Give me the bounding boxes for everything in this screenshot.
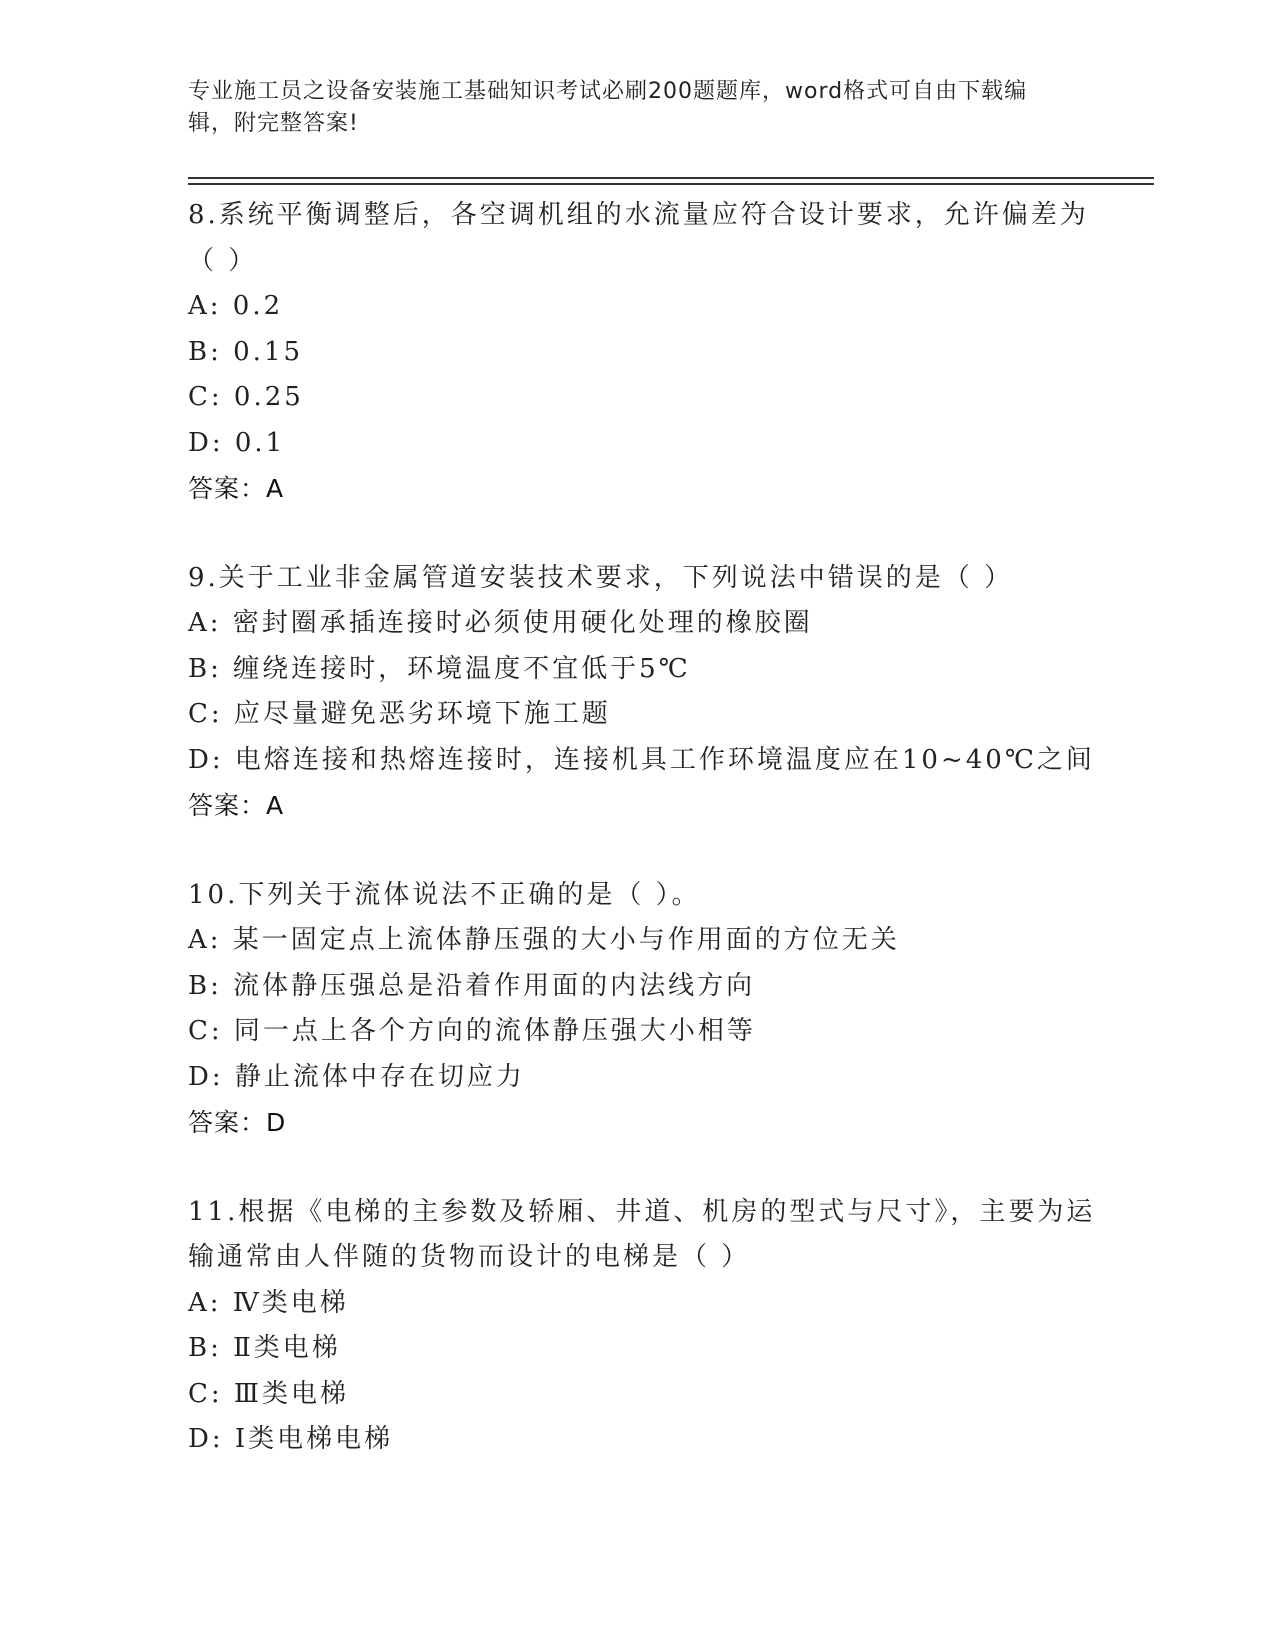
option-a: A: 密封圈承插连接时必须使用硬化处理的橡胶圈 xyxy=(188,608,813,638)
option-d: D: Ⅰ类电梯电梯 xyxy=(188,1424,394,1454)
question-stem: 11.根据《电梯的主参数及轿厢、井道、机房的型式与尺寸》，主要为运输通常由人伴随的货物而设计的电梯是（ ） xyxy=(188,1196,1096,1272)
document-header: 专业施工员之设备安装施工基础知识考试必刷200题题库，word格式可自由下载编辑，附完整答案! xyxy=(188,79,1028,136)
question-stem: 9.关于工业非金属管道安装技术要求，下列说法中错误的是（ ） xyxy=(188,562,1014,593)
option-c: C: 应尽量避免恶劣环境下施工题 xyxy=(188,699,611,729)
option-b: B: 0.15 xyxy=(188,336,304,367)
question-8 xyxy=(188,193,1108,512)
question-stem: 10.下列关于流体说法不正确的是（ ）。 xyxy=(188,879,701,910)
question-stem: 8.系统平衡调整后，各空调机组的水流量应符合设计要求，允许偏差为（ ） xyxy=(188,200,1089,276)
header-divider-top xyxy=(188,177,1154,179)
question-list xyxy=(188,193,1108,1507)
answer-label: 答案：A xyxy=(188,791,285,820)
option-c: C: 0.25 xyxy=(188,382,304,412)
option-b: B: 缠绕连接时，环境温度不宜低于5℃ xyxy=(188,653,691,684)
option-d: D: 静止流体中存在切应力 xyxy=(188,1061,525,1092)
option-d: D: 0.1 xyxy=(188,427,286,458)
answer-label: 答案：D xyxy=(188,1108,287,1137)
header-divider-bottom xyxy=(188,183,1154,185)
option-c: C: 同一点上各个方向的流体静压强大小相等 xyxy=(188,1016,756,1046)
option-b: B: 流体静压强总是沿着作用面的内法线方向 xyxy=(188,970,756,1001)
question-11 xyxy=(188,1190,1108,1463)
question-10 xyxy=(188,873,1108,1146)
option-c: C: Ⅲ类电梯 xyxy=(188,1378,349,1409)
option-a: A: Ⅳ类电梯 xyxy=(188,1287,349,1318)
option-d: D: 电熔连接和热熔连接时，连接机具工作环境温度应在10~40℃之间 xyxy=(188,744,1095,775)
option-a: A: 某一固定点上流体静压强的大小与作用面的方位无关 xyxy=(188,925,900,955)
answer-label: 答案：A xyxy=(188,474,285,503)
option-b: B: Ⅱ类电梯 xyxy=(188,1333,341,1363)
option-a: A: 0.2 xyxy=(188,291,284,321)
question-9 xyxy=(188,556,1108,829)
